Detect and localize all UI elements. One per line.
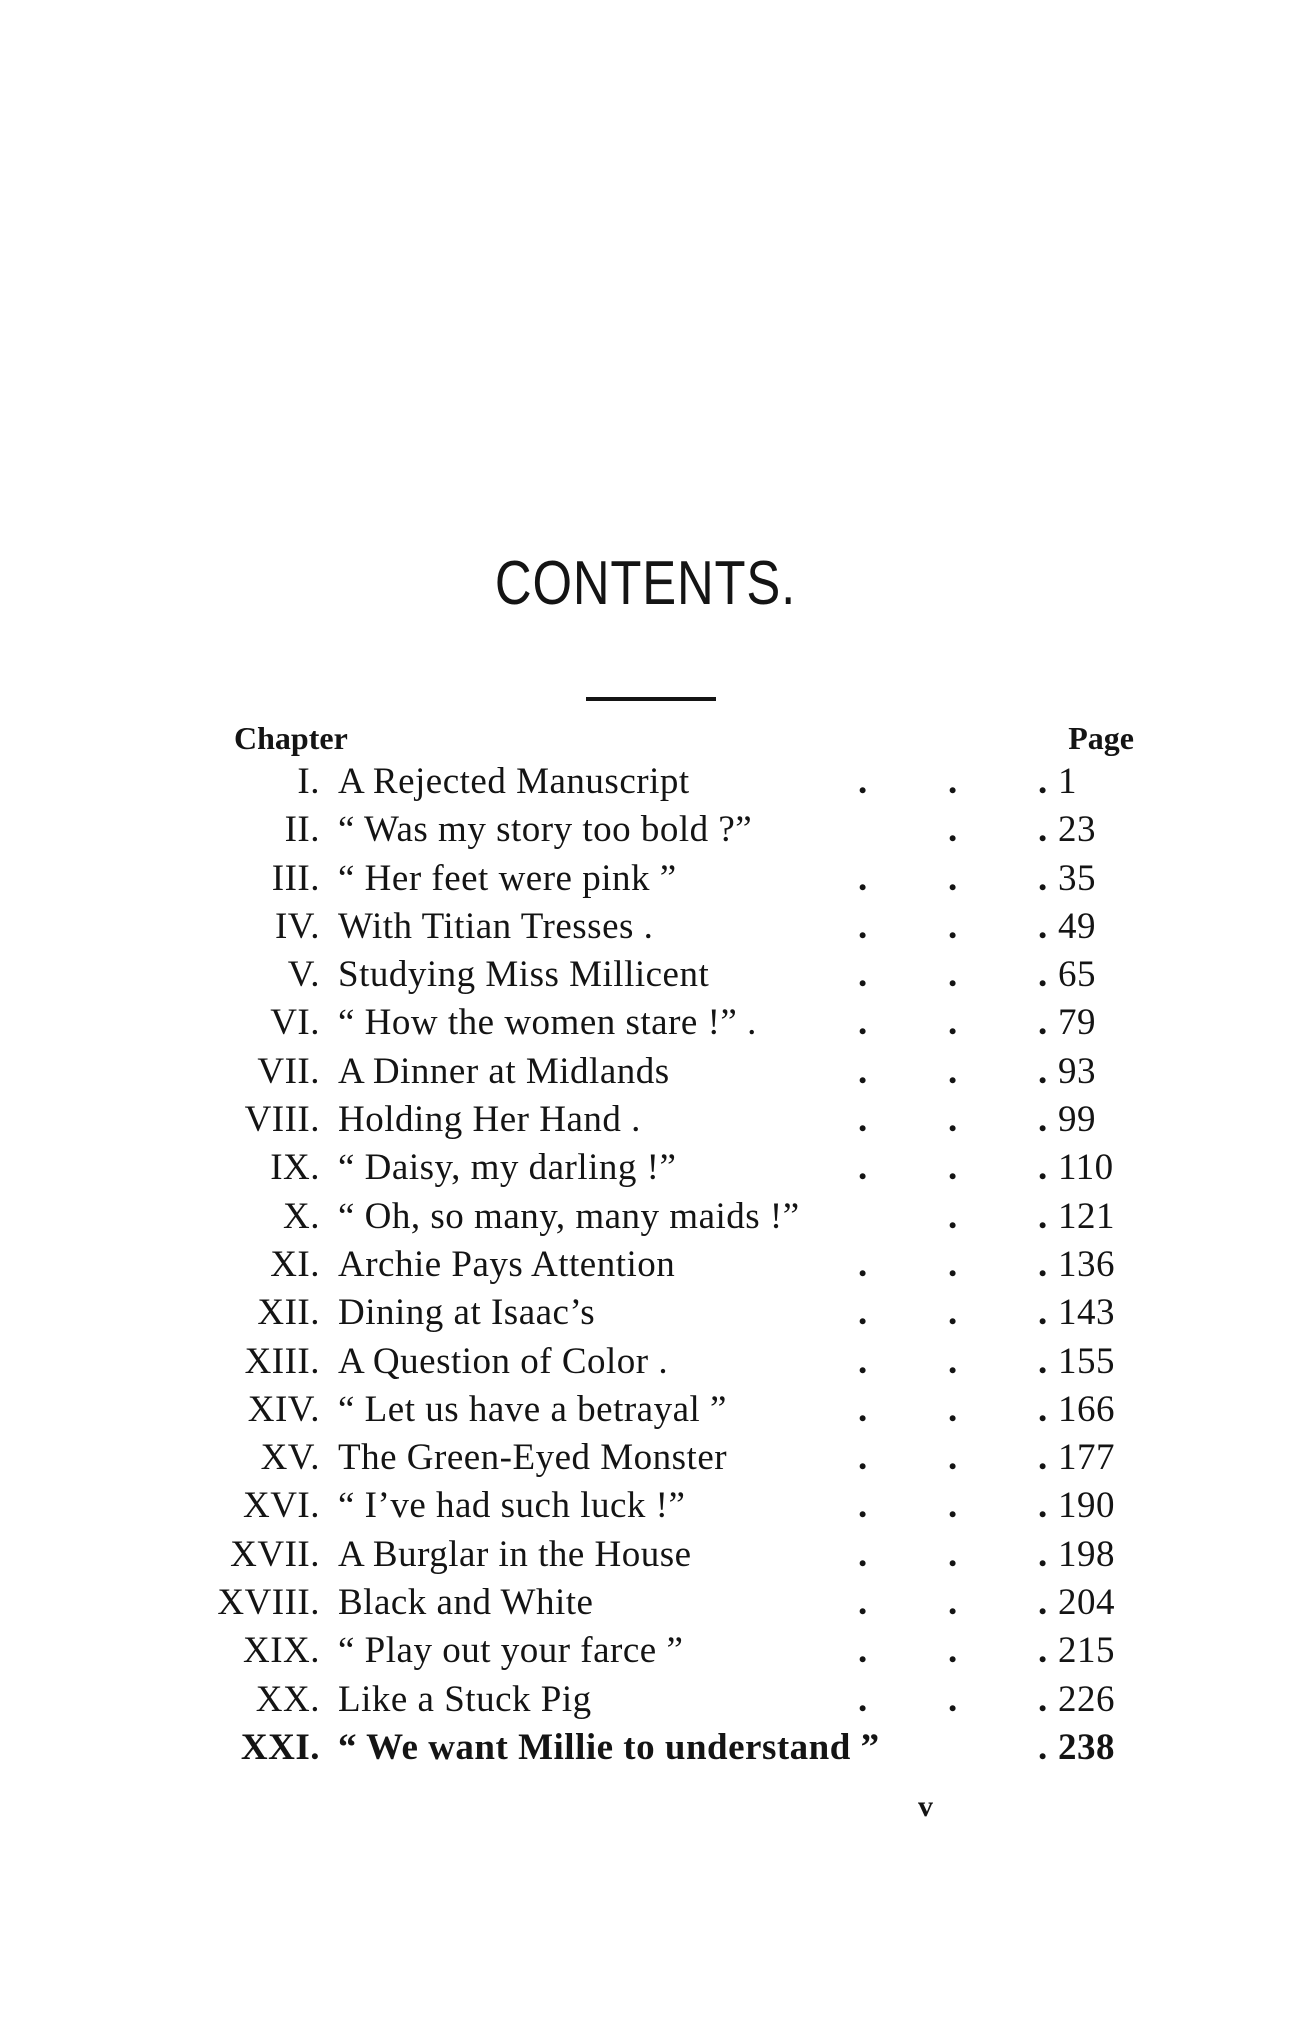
chapter-page-number: 136: [1058, 1243, 1115, 1285]
chapter-page-number: 65: [1058, 954, 1096, 996]
toc-entry: [0, 1289, 1289, 1337]
chapter-page-number: 110: [1058, 1147, 1114, 1189]
leader-dot: .: [948, 1002, 958, 1044]
chapter-title: Holding Her Hand .: [338, 1099, 641, 1141]
leader-dot: .: [1038, 1485, 1048, 1527]
leader-dot: .: [1038, 1582, 1048, 1624]
chapter-numeral: XIX.: [242, 1630, 320, 1672]
chapter-title: A Rejected Manuscript: [338, 761, 690, 802]
chapter-page-number: 99: [1058, 1099, 1096, 1141]
chapter-numeral: XVIII.: [217, 1582, 320, 1624]
toc-entry: [0, 1241, 1289, 1289]
leader-dot: .: [858, 1147, 868, 1189]
chapter-title: Black and White: [338, 1582, 594, 1624]
leader-dot: .: [858, 1630, 868, 1672]
leader-dot: .: [948, 809, 958, 851]
chapter-title: “ I’ve had such luck !”: [338, 1485, 686, 1527]
toc-entry: [0, 1482, 1289, 1530]
leader-dot: .: [1038, 1243, 1048, 1285]
leader-dot: .: [858, 1243, 868, 1285]
leader-dot: .: [1038, 1533, 1048, 1575]
toc-entry: [0, 999, 1289, 1047]
chapter-title: Like a Stuck Pig: [338, 1678, 592, 1720]
leader-dot: .: [858, 857, 868, 899]
toc-entry: [0, 951, 1289, 999]
leader-dot: .: [858, 1437, 868, 1479]
chapter-numeral: XXI.: [240, 1726, 320, 1768]
chapter-title: With Titian Tresses .: [338, 905, 654, 947]
toc-entry: [0, 1096, 1289, 1144]
chapter-title: “ Was my story too bold ?”: [338, 809, 753, 851]
chapter-numeral: VIII.: [244, 1099, 320, 1141]
leader-dot: .: [1038, 1340, 1048, 1382]
chapter-numeral: XIII.: [244, 1340, 320, 1382]
chapter-numeral: XV.: [260, 1437, 320, 1479]
toc-entry: [0, 1338, 1289, 1386]
toc-entry: [0, 903, 1289, 951]
chapter-title: Studying Miss Millicent: [338, 954, 710, 996]
chapter-page-number: 238: [1058, 1726, 1115, 1768]
chapter-numeral: IV.: [274, 905, 320, 947]
leader-dot: .: [858, 1099, 868, 1141]
toc-entry: [0, 1627, 1289, 1675]
chapter-page-number: 35: [1058, 857, 1096, 899]
leader-dot: .: [1038, 809, 1048, 851]
chapter-page-number: 204: [1058, 1582, 1115, 1624]
chapter-page-number: 121: [1058, 1195, 1115, 1237]
leader-dot: .: [1038, 1437, 1048, 1479]
chapter-page-number: 23: [1058, 809, 1096, 851]
leader-dot: .: [1038, 1678, 1048, 1720]
leader-dot: .: [1038, 761, 1048, 802]
title-rule: [586, 697, 716, 701]
chapter-title: “ How the women stare !” .: [338, 1002, 757, 1044]
toc-entry: [0, 1434, 1289, 1482]
toc-entry: [0, 1579, 1289, 1627]
leader-dot: .: [1038, 1388, 1048, 1430]
chapter-numeral: XX.: [255, 1678, 320, 1720]
leader-dot: .: [858, 905, 868, 947]
chapter-page-number: 79: [1058, 1002, 1096, 1044]
leader-dot: .: [948, 1292, 958, 1334]
leader-dot: .: [948, 857, 958, 899]
leader-dot: .: [858, 1050, 868, 1092]
leader-dot: .: [1038, 1002, 1048, 1044]
leader-dot: .: [948, 1099, 958, 1141]
leader-dot: .: [948, 954, 958, 996]
leader-dot: .: [858, 954, 868, 996]
leader-dot: .: [948, 1630, 958, 1672]
leader-dot: .: [948, 1485, 958, 1527]
leader-dot: .: [948, 1533, 958, 1575]
toc-entry: [0, 1724, 1289, 1772]
chapter-numeral: II.: [284, 809, 320, 851]
chapter-title: “ Play out your farce ”: [338, 1630, 684, 1672]
chapter-title: A Question of Color .: [338, 1340, 669, 1382]
chapter-page-number: 166: [1058, 1388, 1115, 1430]
leader-dot: .: [1038, 1099, 1048, 1141]
chapter-title: A Burglar in the House: [338, 1533, 692, 1575]
toc-entry: [0, 1048, 1289, 1096]
chapter-title: Dining at Isaac’s: [338, 1292, 596, 1334]
leader-dot: .: [948, 1050, 958, 1092]
chapter-column-header: Chapter: [234, 720, 348, 756]
leader-dot: .: [1038, 1292, 1048, 1334]
chapter-page-number: 155: [1058, 1340, 1115, 1382]
leader-dot: .: [1038, 1050, 1048, 1092]
chapter-numeral: IX.: [270, 1147, 320, 1189]
leader-dot: .: [948, 1582, 958, 1624]
toc-entry: [0, 1386, 1289, 1434]
chapter-numeral: I.: [297, 761, 320, 802]
chapter-numeral: X.: [283, 1195, 320, 1237]
chapter-page-number: 226: [1058, 1678, 1115, 1720]
leader-dot: .: [858, 1582, 868, 1624]
chapter-title: The Green-Eyed Monster: [338, 1437, 728, 1479]
page-column-header: Page: [1068, 720, 1134, 756]
leader-dot: .: [1038, 1630, 1048, 1672]
toc-entry: [0, 806, 1289, 854]
chapter-numeral: XVII.: [230, 1533, 320, 1575]
leader-dot: .: [858, 1340, 868, 1382]
chapter-page-number: 190: [1058, 1485, 1115, 1527]
chapter-numeral: XII.: [257, 1292, 320, 1334]
page-folio: v: [918, 1790, 933, 1823]
toc-entry: [0, 1144, 1289, 1192]
chapter-numeral: XVI.: [242, 1485, 320, 1527]
toc-entry: [0, 758, 1289, 806]
leader-dot: .: [858, 1533, 868, 1575]
leader-dot: .: [1038, 1195, 1048, 1237]
chapter-numeral: III.: [271, 857, 320, 899]
chapter-page-number: 177: [1058, 1437, 1115, 1479]
leader-dot: .: [948, 905, 958, 947]
chapter-title: A Dinner at Midlands: [338, 1050, 670, 1092]
page-title: CONTENTS.: [494, 549, 797, 618]
chapter-page-number: 198: [1058, 1533, 1115, 1575]
leader-dot: .: [858, 761, 868, 802]
chapter-page-number: 1: [1058, 761, 1077, 802]
leader-dot: .: [858, 1002, 868, 1044]
leader-dot: .: [1038, 905, 1048, 947]
chapter-page-number: 93: [1058, 1050, 1096, 1092]
chapter-title: “ Daisy, my darling !”: [338, 1147, 677, 1189]
leader-dot: .: [948, 1340, 958, 1382]
toc-entry: [0, 1531, 1289, 1579]
leader-dot: .: [1038, 857, 1048, 899]
leader-dot: .: [948, 1388, 958, 1430]
chapter-title: “ Let us have a betrayal ”: [338, 1388, 727, 1430]
chapter-page-number: 215: [1058, 1630, 1115, 1672]
chapter-title: “ We want Millie to understand ”: [338, 1726, 880, 1768]
chapter-numeral: VII.: [257, 1050, 320, 1092]
chapter-numeral: XI.: [270, 1243, 320, 1285]
chapter-title: “ Oh, so many, many maids !”: [338, 1195, 800, 1237]
chapter-title: “ Her feet were pink ”: [338, 857, 677, 899]
leader-dot: .: [1038, 1726, 1048, 1768]
leader-dot: .: [948, 1437, 958, 1479]
leader-dot: .: [858, 1678, 868, 1720]
leader-dot: .: [1038, 954, 1048, 996]
toc-entry: [0, 855, 1289, 903]
toc-entry: [0, 1676, 1289, 1724]
contents-list: [0, 758, 1289, 1772]
leader-dot: .: [858, 1292, 868, 1334]
leader-dot: .: [858, 1485, 868, 1527]
leader-dot: .: [948, 761, 958, 802]
leader-dot: .: [948, 1678, 958, 1720]
chapter-numeral: V.: [287, 954, 320, 996]
chapter-page-number: 143: [1058, 1292, 1115, 1334]
leader-dot: .: [948, 1195, 958, 1237]
leader-dot: .: [948, 1243, 958, 1285]
chapter-title: Archie Pays Attention: [338, 1243, 676, 1285]
chapter-numeral: XIV.: [247, 1388, 320, 1430]
chapter-page-number: 49: [1058, 905, 1096, 947]
toc-entry: [0, 1193, 1289, 1241]
leader-dot: .: [1038, 1147, 1048, 1189]
leader-dot: .: [948, 1147, 958, 1189]
chapter-numeral: VI.: [270, 1002, 320, 1044]
leader-dot: .: [858, 1388, 868, 1430]
